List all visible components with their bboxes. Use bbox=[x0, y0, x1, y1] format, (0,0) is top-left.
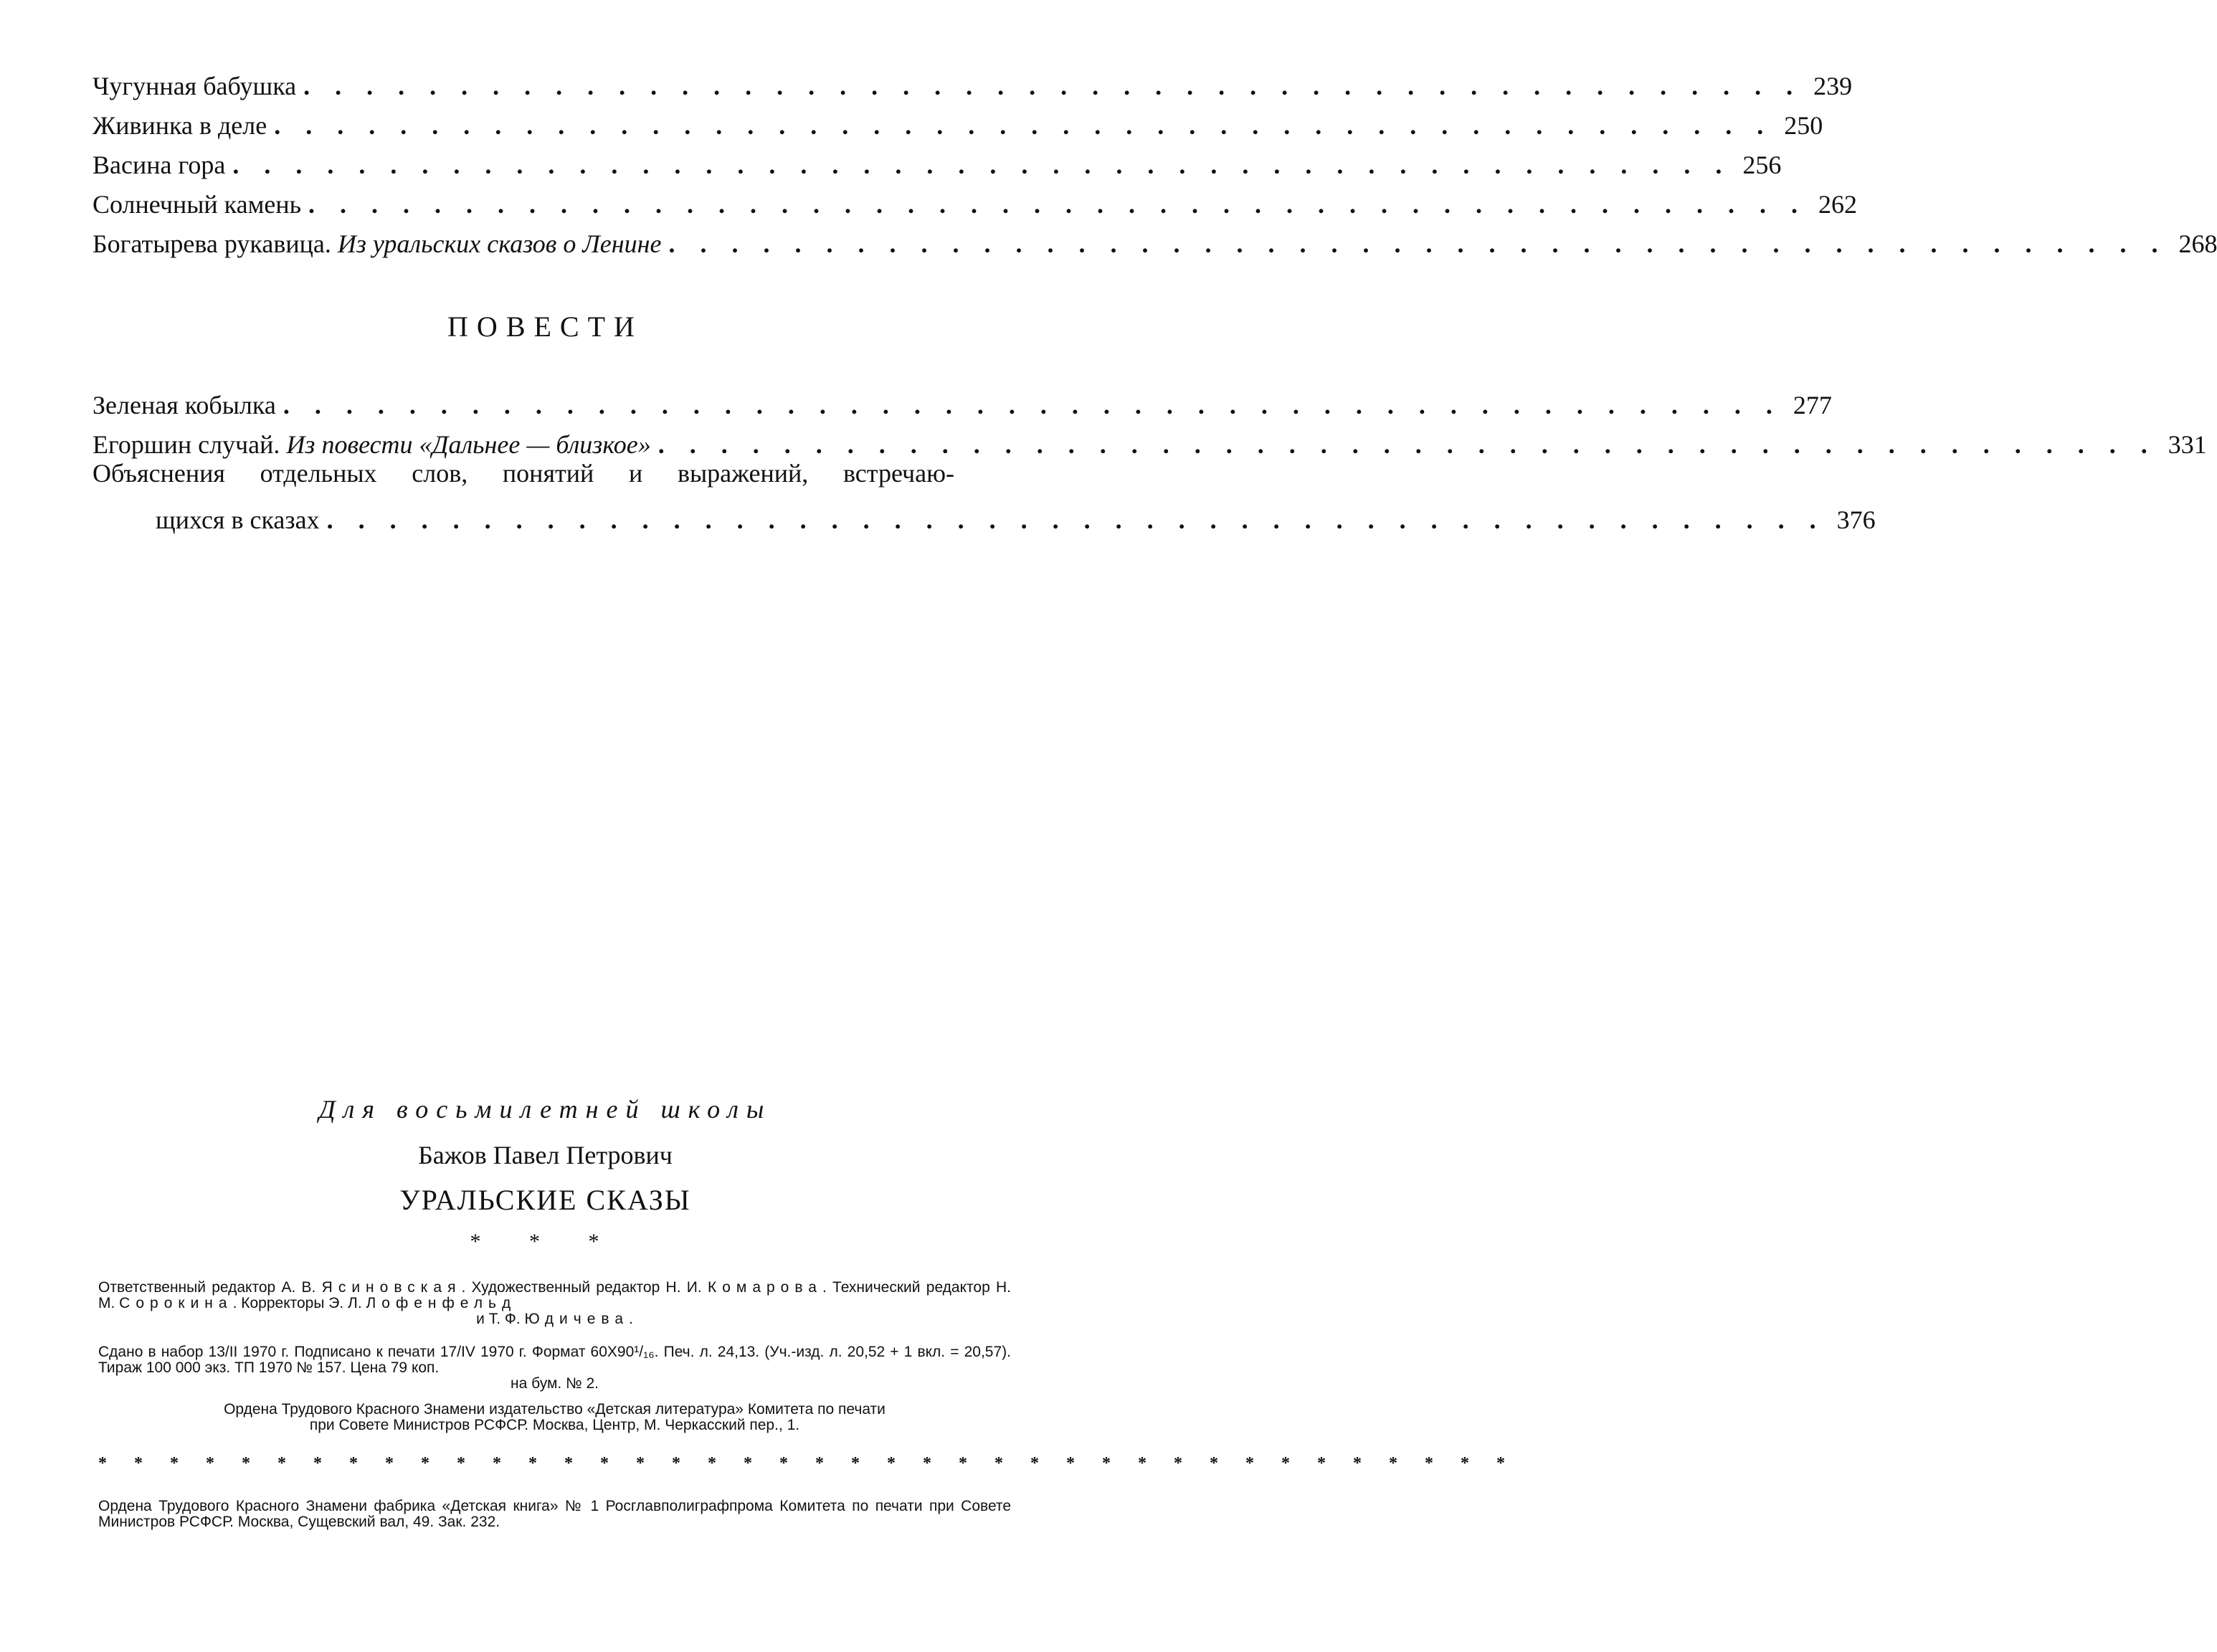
editor-name: Ясиновская bbox=[321, 1279, 462, 1296]
colophon-text: . Корректоры Э. Л. bbox=[232, 1295, 362, 1311]
editor-name: Сорокина bbox=[119, 1295, 233, 1311]
toc-entry-title: щихся в сказах bbox=[156, 505, 320, 534]
toc-entry-title: Чугунная бабушка bbox=[92, 72, 297, 100]
colophon-text: и Т. Ф. bbox=[476, 1311, 521, 1327]
editor-name: Лофенфельд bbox=[366, 1295, 517, 1311]
editor-name: Юдичева bbox=[524, 1311, 630, 1327]
toc-entry-page: 250 bbox=[1784, 111, 1823, 140]
toc-entry bbox=[92, 104, 1823, 140]
section-heading: ПОВЕСТИ bbox=[447, 310, 643, 343]
colophon-line: при Совете Министров РСФСР. Москва, Центр, М. Черкасский пер., 1. bbox=[309, 1417, 800, 1433]
toc-entry-title-plain: Егоршин случай. bbox=[92, 430, 280, 459]
toc-entry bbox=[92, 143, 1782, 179]
toc-entry bbox=[156, 498, 1876, 534]
toc-entry-page: 331 bbox=[2168, 430, 2207, 459]
toc-leader-dots: . . . . . . . . . . . . . . . . . . . . . . . . . . . . . . . . . . . . . . . . . . . . . . . . bbox=[283, 391, 1782, 419]
asterism: * * * bbox=[470, 1230, 621, 1253]
colophon-text: . bbox=[629, 1311, 633, 1327]
colophon-print-data bbox=[98, 1344, 1011, 1392]
toc-leader-dots: . . . . . . . . . . . . . . . . . . . . . . . . . . . . . . . . . . . . . . . . . . . . . . . . bbox=[308, 190, 1808, 219]
toc-entry-page: 239 bbox=[1813, 72, 1853, 100]
toc-entry bbox=[92, 222, 2217, 258]
toc-entry-title bbox=[92, 229, 661, 258]
toc-entry-wrapped-line1: Объяснения отдельных слов, понятий и выражений, встречаю- bbox=[92, 459, 954, 488]
toc-entry-title bbox=[92, 430, 651, 459]
toc-entry-title: Солнечный камень bbox=[92, 190, 302, 219]
toc-entry-title-plain: Богатырева рукавица. bbox=[92, 229, 331, 258]
toc-leader-dots: . . . . . . . . . . . . . . . . . . . . . . . . . . . . . . . . . . . . . . . . . . . . . . . . bbox=[303, 72, 1803, 100]
toc-entry bbox=[92, 183, 1858, 219]
audience-note: Для восьмилетней школы bbox=[318, 1095, 772, 1124]
editor-name: Комарова bbox=[707, 1279, 822, 1296]
colophon-text: . Художественный редактор Н. И. bbox=[461, 1279, 702, 1296]
author-name: Бажов Павел Петрович bbox=[418, 1141, 673, 1169]
toc-leader-dots: . . . . . . . . . . . . . . . . . . . . . . . . . . . . . . . . . . . . . . . . . . . . . . . . bbox=[326, 505, 1826, 534]
colophon-text: Ответственный редактор А. В. bbox=[98, 1279, 316, 1296]
toc-leader-dots: . . . . . . . . . . . . . . . . . . . . . . . . . . . . . . . . . . . . . . . . . . . . . . . . bbox=[657, 430, 2157, 459]
toc-entry-page: 256 bbox=[1742, 151, 1782, 179]
toc-entry bbox=[92, 384, 1832, 419]
toc-leader-dots: . . . . . . . . . . . . . . . . . . . . . . . . . . . . . . . . . . . . . . . . . . . . . . . . bbox=[274, 111, 1773, 140]
colophon-publisher bbox=[98, 1402, 1011, 1433]
colophon-line: Ордена Трудового Красного Знамени издательство «Детская литература» Комитета по печати bbox=[224, 1401, 886, 1418]
toc-entry-page: 277 bbox=[1793, 391, 1832, 419]
toc-leader-dots: . . . . . . . . . . . . . . . . . . . . . . . . . . . . . . . . . . . . . . . . . . . . . . . . bbox=[232, 151, 1732, 179]
colophon-line: на бум. № 2. bbox=[511, 1375, 599, 1392]
toc-entry-page: 268 bbox=[2178, 229, 2217, 258]
colophon-text: Сдано в набор 13/II 1970 г. Подписано к печати 17/IV 1970 г. Формат 60Х90¹/₁₆. Печ. л. 24,13. (Уч.-изд. л. 20,52 + 1 вкл. = 20,57). Тираж 100 000 экз. ТП 1970 № 157. Цена 79 коп. bbox=[98, 1344, 1011, 1376]
toc-entry bbox=[92, 65, 1853, 100]
toc-entry-title-italic: Из повести «Дальнее — близкое» bbox=[286, 430, 651, 459]
colophon-line bbox=[98, 1311, 1011, 1327]
colophon-text: . Технический редактор Н. М. bbox=[98, 1279, 1012, 1311]
toc-leader-dots: . . . . . . . . . . . . . . . . . . . . . . . . . . . . . . . . . . . . . . . . . . . . . . . . bbox=[668, 229, 2168, 258]
toc-entry-title-italic: Из уральских сказов о Ленине bbox=[337, 229, 662, 258]
toc-entry-page: 262 bbox=[1818, 190, 1858, 219]
toc-entry-page: 376 bbox=[1836, 505, 1876, 534]
toc-entry-title: Живинка в деле bbox=[92, 111, 267, 140]
toc-entry-title: Васина гора bbox=[92, 151, 226, 179]
colophon-printer: Ордена Трудового Красного Знамени фабрика «Детская книга» № 1 Росглавполиграфпрома Комитета по печати при Совете Министров РСФСР. Москва, Сущевский вал, 49. Зак. 232. bbox=[98, 1498, 1011, 1530]
toc-entry-title: Зеленая кобылка bbox=[92, 391, 276, 419]
toc-entry bbox=[92, 423, 2207, 459]
asterisk-divider: * * * * * * * * * * * * * * * * * * * * * * * * * * * * * * * * * * * * * * * * bbox=[98, 1454, 1516, 1473]
colophon-editors bbox=[98, 1280, 1011, 1327]
book-title: УРАЛЬСКИЕ СКАЗЫ bbox=[399, 1184, 691, 1216]
